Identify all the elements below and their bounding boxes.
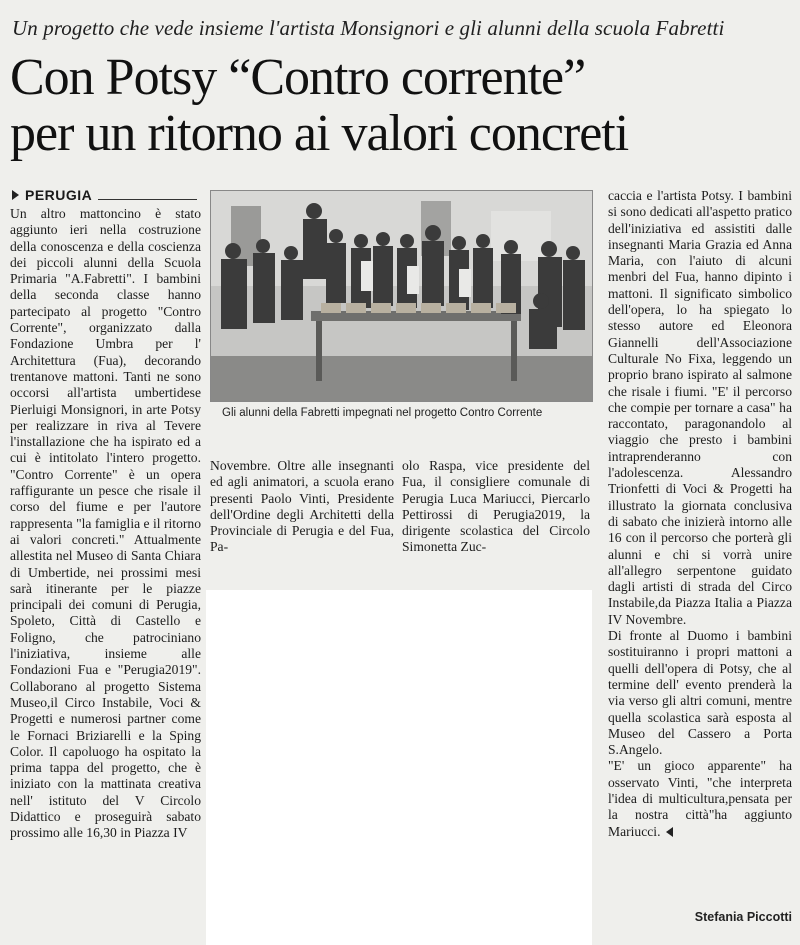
column-4-paragraph-3 [608,758,792,839]
blank-area [206,590,592,945]
class-photo-illustration [211,191,592,401]
column-4-paragraph-3-text: "E' un gioco apparente" ha osservato Vinti, "che interpreta l'idea di multicultura,pensata per la nostra città"ha aggiunto Mariucci. [608,758,792,839]
article-column-1 [10,206,201,924]
article-column-4 [608,188,792,903]
author-byline: Stefania Piccotti [694,910,792,924]
column-3-text: olo Raspa, vice presidente del Fua, il consigliere comunale di Perugia Luca Mariucci, Piercarlo Pettirossi di Perugia2019, la dirigente scolastica del Circolo Simonetta Zuc- [402,458,590,555]
article-headline [10,50,790,162]
article-column-2 [210,458,394,568]
location-label: PERUGIA [25,187,93,203]
location-tag [12,187,197,203]
article-column-3 [402,458,590,568]
column-1-text: Un altro mattoncino è stato aggiunto ieri nella costruzione della conoscenza e della coscienza dei piccoli alunni della Scuola Primaria "A.Fabretti". I bambini della seconda classe hanno partecipato al progetto "Contro Corrente", organizzato dalla Fondazione Umbra per l' Architettura (Fua), decorando trentanove mattoni. Tanti ne sono occorsi all'artista umbertidese Pierluigi Monsignori, in arte Potsy per realizzare in riva al Tevere l'installazione che ha ispirato ed a cui è intitolato l'intero progetto. "Contro Corrente" è un opera raffigurante un pesce che risale il corso del fiume e per l'autore rappresenta "la famiglia e il ritorno ai valori concreti." Attualmente allestita nel Museo di Santa Chiara di Umbertide, nei prossimi mesi sarà itinerante per le piazze principali dei comuni di Perugia, Spoleto, Città di Castello e Foligno, che patrociniano l'iniziativa, insieme alle Fondazioni Fua e "Perugia2019". Collaborano al progetto Sistema Museo,il Circo Instabile, Voci & Progetti e numerosi partner come le Fornaci Briziarelli e la Sping Color. Il capoluogo ha ospitato la prima tappa del progetto, che è iniziato con la mattinata creativa nell' istituto del V Circolo Didattico e proseguirà sabato prossimo alle 16,30 in Piazza IV [10,206,201,841]
triangle-left-icon [666,827,673,837]
photo-caption: Gli alunni della Fabretti impegnati nel progetto Contro Corrente [222,407,543,419]
headline-line-1: Con Potsy “Contro corrente” [10,49,586,106]
column-2-text: Novembre. Oltre alle insegnanti ed agli animatori, a scuola erano presenti Paolo Vinti, Presidente dell'Ordine degli Architetti della Provinciale di Perugia e del Fua, Pa- [210,458,394,555]
triangle-right-icon [12,190,19,200]
location-rule [98,199,197,200]
column-4-paragraph-1: caccia e l'artista Potsy. I bambini si sono dedicati all'aspetto pratico dell'iniziativa ed assistiti dalle insegnanti Maria Grazia ed Anna Maria, con l'aiuto di alcuni menbri del Fua, hanno dipinto i mattoni. Il significato simbolico dell'opera, lo ha spiegato lo stesso autore ed Eleonora Giannelli dell'Associazione Culturale No Fixa, leggendo un proprio brano ispirato al salmone che risale i fiumi. "E' il percorso che compie per tornare a casa" ha raccontato, paragonandolo al viaggio che presto i bambini intraprenderanno con l'adolescenza. Alessandro Trionfetti di Voci & Progetti ha illustrato la giornata conclusiva di sabato che inizierà intorno alle 16 con il percorso che porterà gli alunni e chi si vorrà unire all'allegro serpentone guidato dagli artisti di strada del Circo Instabile,da Piazza Italia a Piazza IV Novembre. [608,188,792,627]
headline-line-2: per un ritorno ai valori concreti [10,105,629,162]
column-4-paragraph-2: Di fronte al Duomo i bambini sostituiranno i propri mattoni a quelli dell'opera di Potsy, che al termine dell' evento prenderà la via verso gli altri comuni, mentre quella scolastica sarà esposta al Museo del Cassero a Porta S.Angelo. [608,628,792,758]
article-kicker: Un progetto che vede insieme l'artista Monsignori e gli alunni della scuola Fabretti [12,16,725,40]
class-photo [210,190,593,402]
